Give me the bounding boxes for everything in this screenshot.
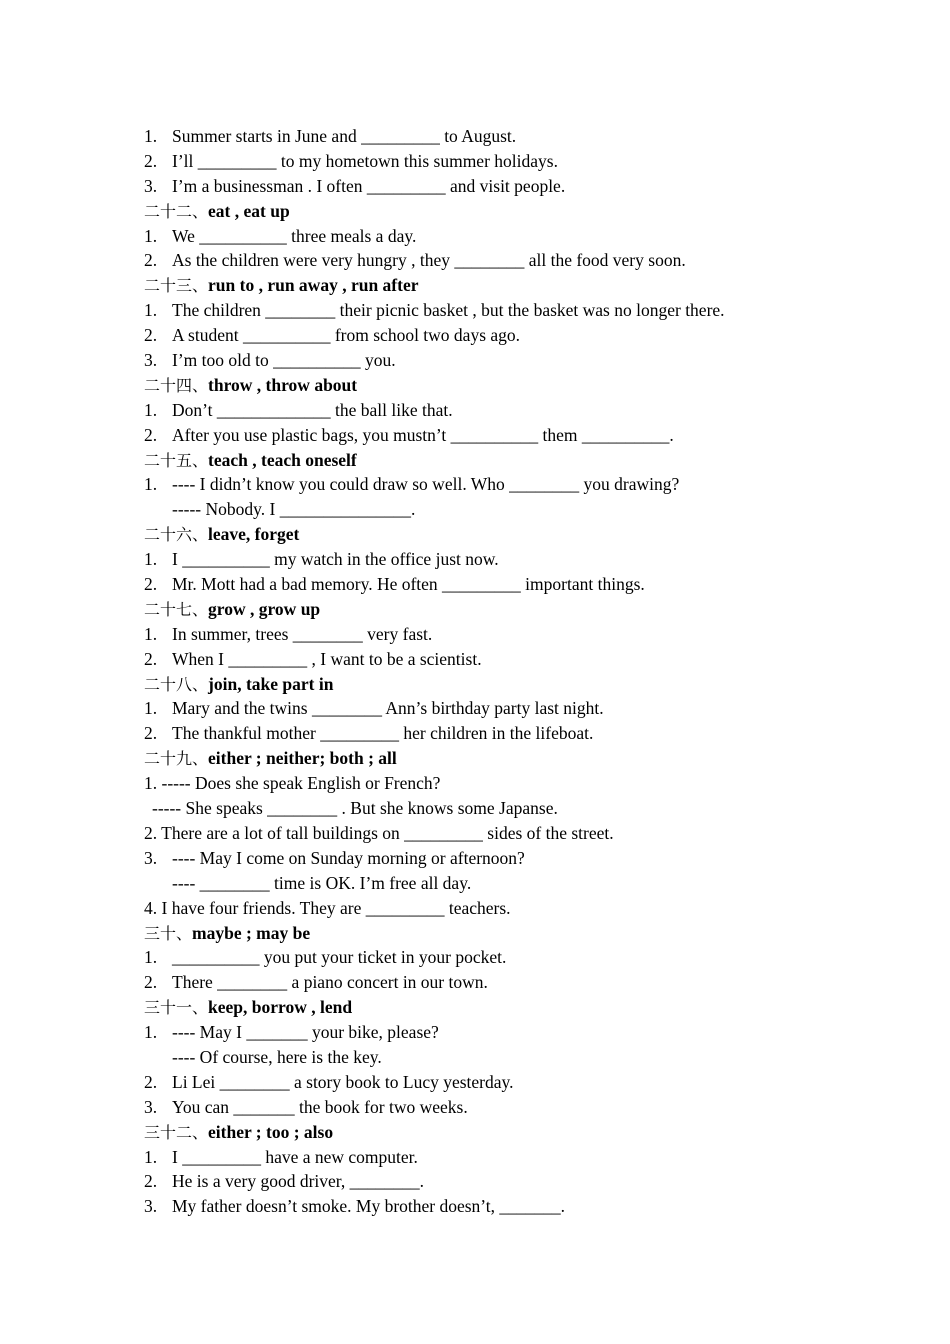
item-number: 1. [144,225,158,246]
section-number: 二十三、 [144,276,209,296]
item-text: A student __________ from school two days ago. [172,325,521,346]
section-title: run to , run away , run after [208,275,419,296]
item-number: 1. [144,947,158,968]
exercise-item [144,224,924,249]
item-number: 1. [144,300,158,321]
exercise-item [144,174,924,199]
item-text: ----- She speaks ________ . But she knows some Japanse. [152,798,558,819]
item-text: My father doesn’t smoke. My brother doesn’t, _______. [172,1196,566,1217]
exercise-item [144,323,924,348]
item-text: You can _______ the book for two weeks. [172,1096,468,1117]
exercise-item [144,298,924,323]
section-title: maybe ; may be [192,922,311,943]
item-text: ---- I didn’t know you could draw so well. Who ________ you drawing? [172,474,680,495]
exercise-continuation [144,871,924,896]
item-text: There ________ a piano concert in our town. [172,972,488,993]
item-text: 1. ----- Does she speak English or French? [144,773,441,794]
item-text: Don’t _____________ the ball like that. [172,399,453,420]
item-number: 2. [144,723,158,744]
section-number: 三十、 [144,923,193,943]
section-number: 三十二、 [144,1122,209,1142]
exercise-item [144,846,924,871]
item-number: 2. [144,648,158,669]
section-title: either ; too ; also [208,1121,334,1142]
exercise-item [144,472,924,497]
section-heading [144,746,924,771]
item-number: 2. [144,1171,158,1192]
exercise-item [144,1169,924,1194]
item-number: 1. [144,1022,158,1043]
exercise-item [144,1145,924,1170]
section-heading [144,995,924,1020]
item-number: 1. [144,1146,158,1167]
exercise-item [144,124,924,149]
item-text: As the children were very hungry , they ________ all the food very soon. [172,250,686,271]
exercise-item [144,248,924,273]
exercise-item [144,1095,924,1120]
item-text: He is a very good driver, ________. [172,1171,425,1192]
item-number: 3. [144,175,158,196]
item-text: The thankful mother _________ her children in the lifeboat. [172,723,594,744]
item-number: 2. [144,250,158,271]
section-title: join, take part in [208,673,334,694]
item-number: 1. [144,399,158,420]
item-text: __________ you put your ticket in your pocket. [172,947,507,968]
section-number: 二十四、 [144,375,209,395]
exercise-item [144,572,924,597]
exercise-item [144,1194,924,1219]
item-text: In summer, trees ________ very fast. [172,623,433,644]
exercise-item [144,771,924,796]
section-number: 三十一、 [144,998,209,1018]
exercise-item [144,149,924,174]
section-title: eat , eat up [208,200,290,221]
section-title: either ; neither; both ; all [208,748,397,769]
exercise-item [144,622,924,647]
item-text: I’m a businessman . I often _________ and visit people. [172,175,566,196]
item-number: 1. [144,698,158,719]
item-number: 3. [144,1096,158,1117]
item-number: 3. [144,350,158,371]
item-number: 2. [144,574,158,595]
section-heading [144,448,924,473]
exercise-continuation [144,497,924,522]
section-number: 二十五、 [144,450,209,470]
item-text: ---- May I _______ your bike, please? [172,1022,439,1043]
exercise-item [144,696,924,721]
item-text: After you use plastic bags, you mustn’t __________ them __________. [172,424,674,445]
exercise-continuation [144,796,924,821]
exercise-item [144,423,924,448]
item-text: Summer starts in June and _________ to August. [172,126,517,146]
exercise-item [144,821,924,846]
item-text: ---- ________ time is OK. I’m free all day. [172,872,472,893]
section-heading [144,1120,924,1145]
exercise-item [144,348,924,373]
exercise-item [144,896,924,921]
item-number: 2. [144,1071,158,1092]
item-number: 1. [144,126,158,146]
exercise-item [144,721,924,746]
section-title: throw , throw about [208,374,358,395]
section-heading [144,373,924,398]
item-text: I’ll _________ to my hometown this summer holidays. [172,150,558,171]
item-text: ---- Of course, here is the key. [172,1046,382,1067]
item-number: 2. [144,972,158,993]
section-number: 二十七、 [144,599,209,619]
item-text: 4. I have four friends. They are _________ teachers. [144,897,511,918]
exercise-continuation [144,1045,924,1070]
section-heading [144,597,924,622]
section-title: grow , grow up [208,598,321,619]
exercise-item [144,945,924,970]
item-number: 3. [144,847,158,868]
section-heading [144,921,924,946]
section-title: keep, borrow , lend [208,997,353,1018]
item-number: 1. [144,474,158,495]
item-number: 2. [144,424,158,445]
section-heading [144,199,924,224]
exercise-item [144,1020,924,1045]
item-number: 1. [144,623,158,644]
item-text: We __________ three meals a day. [172,225,417,246]
section-number: 二十九、 [144,749,209,769]
item-number: 2. [144,150,158,171]
item-text: Mr. Mott had a bad memory. He often _________ important things. [172,574,645,595]
section-heading [144,672,924,697]
section-number: 二十二、 [144,201,209,221]
item-text: Mary and the twins ________ Ann’s birthday party last night. [172,698,604,719]
exercise-item [144,970,924,995]
item-text: Li Lei ________ a story book to Lucy yesterday. [172,1071,514,1092]
item-number: 2. [144,325,158,346]
exercise-list [144,124,924,1219]
item-text: ----- Nobody. I _______________. [172,499,416,520]
section-title: leave, forget [208,524,300,545]
section-title: teach , teach oneself [208,449,357,470]
item-text: When I _________ , I want to be a scientist. [172,648,482,669]
item-text: I _________ have a new computer. [172,1146,418,1167]
exercise-item [144,1070,924,1095]
exercise-item [144,398,924,423]
item-text: I’m too old to __________ you. [172,350,396,371]
section-number: 二十六、 [144,525,209,545]
item-text: The children ________ their picnic basket , but the basket was no longer there. [172,300,725,321]
exercise-item [144,647,924,672]
item-text: 2. There are a lot of tall buildings on _________ sides of the street. [144,822,614,843]
section-heading [144,522,924,547]
exercise-item [144,547,924,572]
item-number: 1. [144,549,158,570]
section-number: 二十八、 [144,674,209,694]
section-heading [144,273,924,298]
item-number: 3. [144,1196,158,1217]
item-text: I __________ my watch in the office just now. [172,549,499,570]
item-text: ---- May I come on Sunday morning or afternoon? [172,847,525,868]
